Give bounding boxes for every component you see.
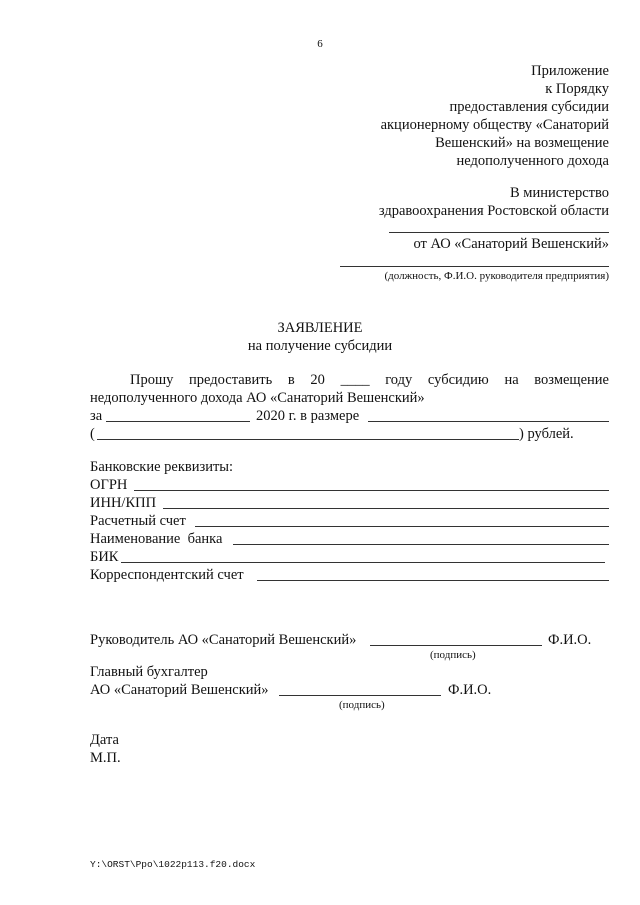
close-paren: ) рублей. xyxy=(519,426,574,442)
sender-caption: (должность, Ф.И.О. руководителя предприятия) xyxy=(384,270,609,282)
word: 20 xyxy=(310,372,325,388)
word: возмещение xyxy=(534,372,609,388)
director-signature-caption: (подпись) xyxy=(430,649,476,661)
annex-line: акционерному обществу «Санаторий xyxy=(380,117,609,133)
bank-name-field xyxy=(233,544,609,545)
annex-line: недополученного дохода xyxy=(456,153,609,169)
amount-field xyxy=(368,421,609,422)
recipient-block xyxy=(289,184,609,220)
accountant-fio: Ф.И.О. xyxy=(448,682,492,698)
bank-heading: Банковские реквизиты: xyxy=(90,459,234,475)
word: предоставить xyxy=(189,372,273,388)
accountant-label1: Главный бухгалтер xyxy=(90,664,208,680)
annex-block xyxy=(289,62,609,170)
corr-account-label: Корреспондентский счет xyxy=(90,567,244,583)
annex-line: Вешенский» на возмещение xyxy=(435,135,609,151)
page-number: 6 xyxy=(317,38,323,50)
year-blank: ____ xyxy=(340,372,370,388)
word: году xyxy=(385,372,413,388)
document-subtitle: на получение субсидии xyxy=(247,338,393,354)
stamp-label: М.П. xyxy=(90,750,121,766)
word: субсидию xyxy=(427,372,489,388)
request-line2: недополученного дохода АО «Санаторий Вешенский» xyxy=(90,390,425,406)
za-prefix: за xyxy=(90,408,103,424)
director-label: Руководитель АО «Санаторий Вешенский» xyxy=(90,632,357,648)
ogrn-field xyxy=(134,490,609,491)
amount-words-field xyxy=(97,439,519,440)
sender-from: от АО «Санаторий Вешенский» xyxy=(413,236,609,252)
account-field xyxy=(195,526,609,527)
open-paren: ( xyxy=(90,426,95,442)
recipient-line1: В министерство xyxy=(510,185,609,201)
bank-name-label: Наименование банка xyxy=(90,531,223,547)
director-fio: Ф.И.О. xyxy=(548,632,592,648)
word: в xyxy=(287,372,295,388)
director-signature-line xyxy=(370,645,542,646)
sender-underline xyxy=(340,266,609,267)
file-path-footer: Y:\ORST\Ppo\1022p113.f20.docx xyxy=(90,859,256,870)
recipient-underline xyxy=(389,232,609,233)
bik-field xyxy=(121,562,605,563)
request-line1 xyxy=(130,371,609,389)
accountant-signature-caption: (подпись) xyxy=(339,699,385,711)
period-field xyxy=(106,421,250,422)
word: Прошу xyxy=(130,372,174,388)
accountant-signature-line xyxy=(279,695,441,696)
inn-kpp-label: ИНН/КПП xyxy=(90,495,157,511)
annex-line: предоставления субсидии xyxy=(449,99,609,115)
annex-line: Приложение xyxy=(531,63,609,79)
bik-label: БИК xyxy=(90,549,119,565)
inn-kpp-field xyxy=(163,508,609,509)
corr-account-field xyxy=(257,580,609,581)
account-label: Расчетный счет xyxy=(90,513,186,529)
ogrn-label: ОГРН xyxy=(90,477,128,493)
accountant-label2: АО «Санаторий Вешенский» xyxy=(90,682,269,698)
word: на xyxy=(504,372,519,388)
document-title: ЗАЯВЛЕНИЕ xyxy=(277,320,363,336)
annex-line: к Порядку xyxy=(545,81,609,97)
date-label: Дата xyxy=(90,732,119,748)
za-middle: 2020 г. в размере xyxy=(256,408,360,424)
recipient-line2: здравоохранения Ростовской области xyxy=(378,203,609,219)
